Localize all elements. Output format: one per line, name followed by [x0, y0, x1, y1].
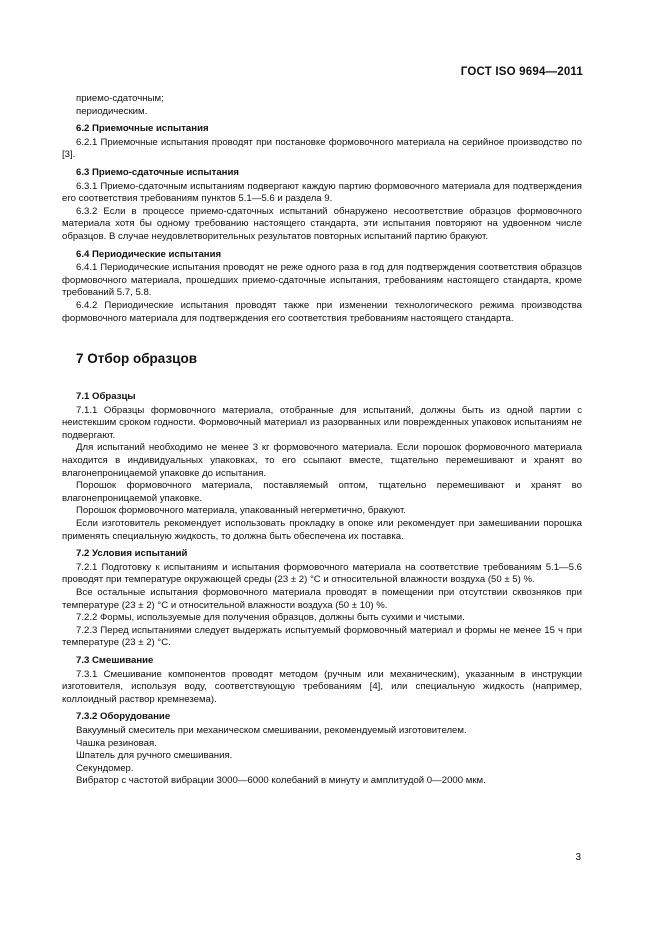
- chapter-heading: 7 Отбор образцов: [76, 351, 198, 367]
- section-heading: 6.3 Приемо-сдаточные испытания: [76, 166, 239, 178]
- paragraph: Порошок формовочного материала, упакованный негерметично, бракуют.: [76, 505, 406, 517]
- standard-code-header: ГОСТ ISO 9694—2011: [460, 66, 583, 78]
- section-heading: 7.2 Условия испытаний: [76, 548, 188, 560]
- section-heading: 6.2 Приемочные испытания: [76, 123, 209, 135]
- paragraph: 7.1.1 Образцы формовочного материала, отобранные для испытаний, должны быть из одной партии с неистекшим сроком годности. Формовочный материал из разорванных или поврежденных упаковок испытаниям не подвергают.: [62, 404, 582, 441]
- list-line: Вибратор с частотой вибрации 3000—6000 колебаний в минуту и амплитудой 0—2000 мкм.: [76, 775, 486, 787]
- paragraph: 7.2.1 Подготовку к испытаниям и испытания формовочного материала на соответствие требованиям 5.1—5.6 проводят при температуре окружающей среды (23 ± 2) °С и относительной влажности воздуха (50 ± 5) %.: [62, 561, 582, 586]
- paragraph: 6.4.2 Периодические испытания проводят также при изменении технологического режима производства формовочного материала для подтверждения его соответствия требованиям настоящего стандарта.: [62, 299, 582, 324]
- paragraph: Если изготовитель рекомендует использовать прокладку в опоке или рекомендует при замешивании порошка применять специальную жидкость, то должна быть обеспечена их поставка.: [62, 518, 582, 542]
- paragraph: Порошок формовочного материала, поставляемый оптом, тщательно перемешивают и хранят во влагонепроницаемой упаковке.: [62, 480, 582, 504]
- list-line: Чашка резиновая.: [76, 737, 157, 749]
- page-number: 3: [575, 852, 581, 863]
- list-line: периодическим.: [76, 105, 148, 117]
- paragraph: 6.2.1 Приемочные испытания проводят при постановке формовочного материала на серийное производство по [3].: [62, 136, 582, 161]
- list-line: Вакуумный смеситель при механическом смешивании, рекомендуемый изготовителем.: [76, 724, 467, 736]
- section-heading: 7.3.2 Оборудование: [76, 711, 171, 723]
- section-heading: 7.3 Смешивание: [76, 654, 154, 666]
- section-heading: 7.1 Образцы: [76, 391, 136, 403]
- paragraph: 7.3.1 Смешивание компонентов проводят методом (ручным или механическим), указанным в инструкции изготовителя, используя воду, соответствующую требованиям [4], или специальную жидкость (например, коллоидный раствор кремнезема).: [62, 668, 582, 705]
- paragraph: Все остальные испытания формовочного материала проводят в помещении при отсутствии сквозняков при температуре (23 ± 2) °С и относительной влажности воздуха (50 ± 10) %.: [62, 587, 582, 611]
- paragraph: 6.4.1 Периодические испытания проводят не реже одного раза в год для подтверждения соответствия образцов формовочного материала, прошедших приемо-сдаточные испытания, требованиям настоящего стандарта, кроме требований 5.7, 5.8.: [62, 262, 582, 299]
- section-heading: 6.4 Периодические испытания: [76, 248, 222, 260]
- paragraph: 7.2.2 Формы, используемые для получения образцов, должны быть сухими и чистыми.: [76, 612, 465, 624]
- document-body: [62, 93, 582, 788]
- paragraph: 6.3.2 Если в процессе приемо-сдаточных испытаний обнаружено несоответствие образцов формовочного материала хотя бы одному требованию настоящего стандарта, эти испытания повторяют на удвоенном числе образцов. В случае неудовлетворительных результатов повторных испытаний партию бракуют.: [62, 205, 582, 242]
- paragraph: Для испытаний необходимо не менее 3 кг формовочного материала. Если порошок формовочного материала находится в индивидуальных упаковках, то его ссыпают вместе, тщательно перемешивают и хранят во влагонепроницаемой упаковке до испытания.: [62, 442, 582, 479]
- list-line: Секундомер.: [76, 762, 134, 774]
- list-line: приемо-сдаточным;: [76, 93, 164, 104]
- paragraph: 6.3.1 Приемо-сдаточным испытаниям подвергают каждую партию формовочного материала для подтверждения его соответствия требованиям пунктов 5.1—5.6 и раздела 9.: [62, 180, 582, 205]
- paragraph: 7.2.3 Перед испытаниями следует выдержать испытуемый формовочный материал и формы не менее 15 ч при температуре (23 ± 2) °С.: [62, 624, 582, 649]
- list-line: Шпатель для ручного смешивания.: [76, 750, 233, 762]
